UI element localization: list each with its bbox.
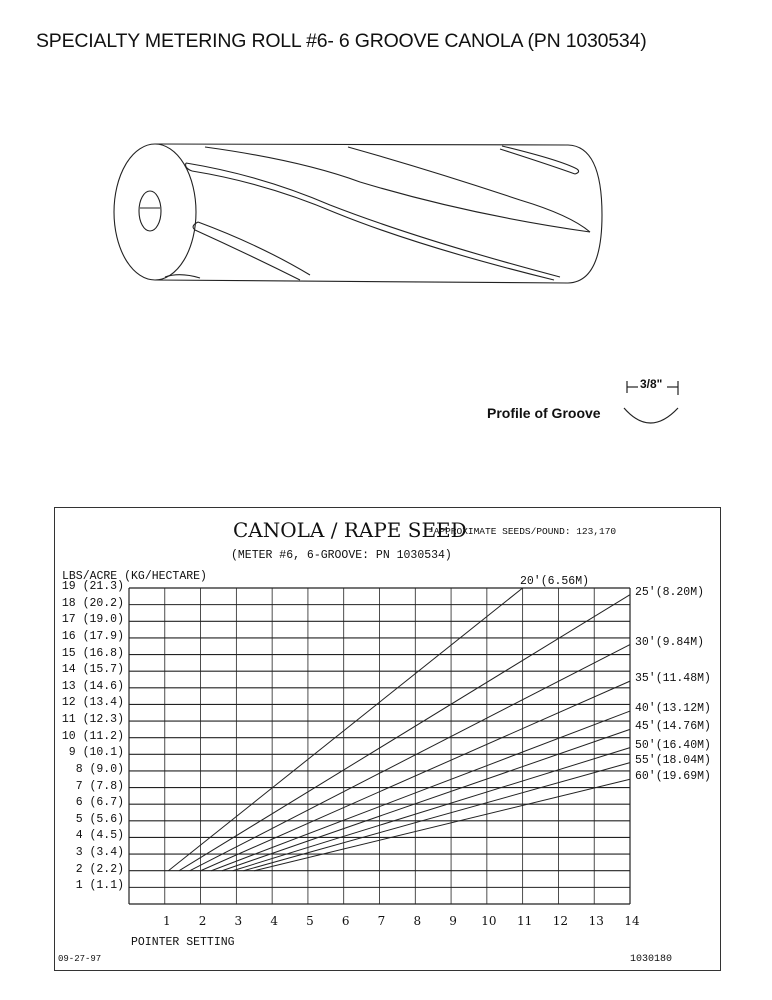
y-tick-label: 8 (9.0) (75, 762, 124, 776)
line-label: 30'(9.84M) (635, 635, 705, 649)
x-tick-label: 2 (198, 914, 207, 928)
y-tick-label: 6 (6.7) (75, 796, 124, 810)
y-tick-label: 2 (2.2) (75, 862, 124, 876)
y-tick-label: 18 (20.2) (61, 596, 124, 610)
document-number: 1030180 (630, 954, 673, 965)
rate-line-8 (254, 779, 630, 870)
rate-line-4 (211, 711, 630, 871)
y-tick-label: 19 (21.3) (61, 580, 124, 593)
x-tick-label: 12 (552, 914, 569, 928)
y-tick-label: 14 (15.7) (61, 663, 124, 677)
y-tick-label: 1 (1.1) (75, 879, 124, 893)
y-tick-label: 4 (4.5) (75, 829, 124, 843)
x-tick-label: 10 (481, 914, 497, 928)
y-tick-label: 12 (13.4) (61, 696, 124, 710)
rate-line-6 (233, 748, 630, 871)
x-tick-label: 4 (270, 914, 278, 928)
line-label: 40'(13.12M) (635, 702, 711, 716)
page-title: SPECIALTY METERING ROLL #6- 6 GROOVE CANOLA (PN 1030534) (36, 30, 647, 52)
x-tick-label: 8 (413, 914, 422, 928)
chart-subtitle: (METER #6, 6-GROOVE: PN 1030534) (231, 549, 452, 562)
y-tick-label: 16 (17.9) (61, 629, 124, 643)
x-tick-label: 13 (588, 914, 604, 928)
x-tick-label: 7 (377, 914, 386, 928)
line-label: 25'(8.20M) (635, 585, 705, 599)
x-tick-label: 6 (341, 914, 350, 928)
y-tick-label: 17 (19.0) (61, 613, 124, 627)
line-label: 35'(11.48M) (635, 672, 711, 686)
line-label: 20'(6.56M) (520, 575, 590, 588)
y-axis-label: LBS/ACRE (KG/HECTARE) (62, 570, 207, 583)
x-tick-label: 11 (517, 914, 533, 928)
x-tick-label: 1 (162, 914, 171, 928)
x-tick-label: 14 (624, 914, 640, 928)
y-tick-label: 5 (5.6) (75, 812, 124, 826)
rate-line-5 (222, 729, 630, 870)
seeds-per-pound-note: -APPROXIMATE SEEDS/POUND: 123,170 (428, 526, 617, 537)
rate-line-1 (179, 595, 630, 871)
y-tick-label: 10 (11.2) (61, 729, 124, 743)
line-label: 45'(14.76M) (635, 720, 711, 734)
line-label: 50'(16.40M) (635, 738, 711, 752)
line-label: 60'(19.69M) (635, 770, 711, 784)
chart-title: CANOLA / RAPE SEED (233, 518, 467, 542)
groove-width-dimension: 3/8" (640, 377, 663, 391)
x-tick-label: 5 (306, 914, 314, 928)
x-axis-label: POINTER SETTING (131, 936, 235, 949)
y-tick-label: 9 (10.1) (68, 746, 124, 760)
y-tick-label: 7 (7.8) (75, 779, 124, 793)
line-label: 55'(18.04M) (635, 753, 711, 767)
date-code: 09-27-97 (58, 954, 102, 964)
y-tick-label: 3 (3.4) (75, 846, 124, 860)
y-tick-label: 13 (14.6) (61, 679, 124, 693)
x-tick-label: 9 (449, 914, 457, 928)
x-tick-label: 3 (234, 914, 243, 928)
y-tick-label: 11 (12.3) (61, 713, 124, 727)
groove-profile-label: Profile of Groove (487, 405, 601, 421)
y-tick-label: 15 (16.8) (61, 646, 124, 660)
